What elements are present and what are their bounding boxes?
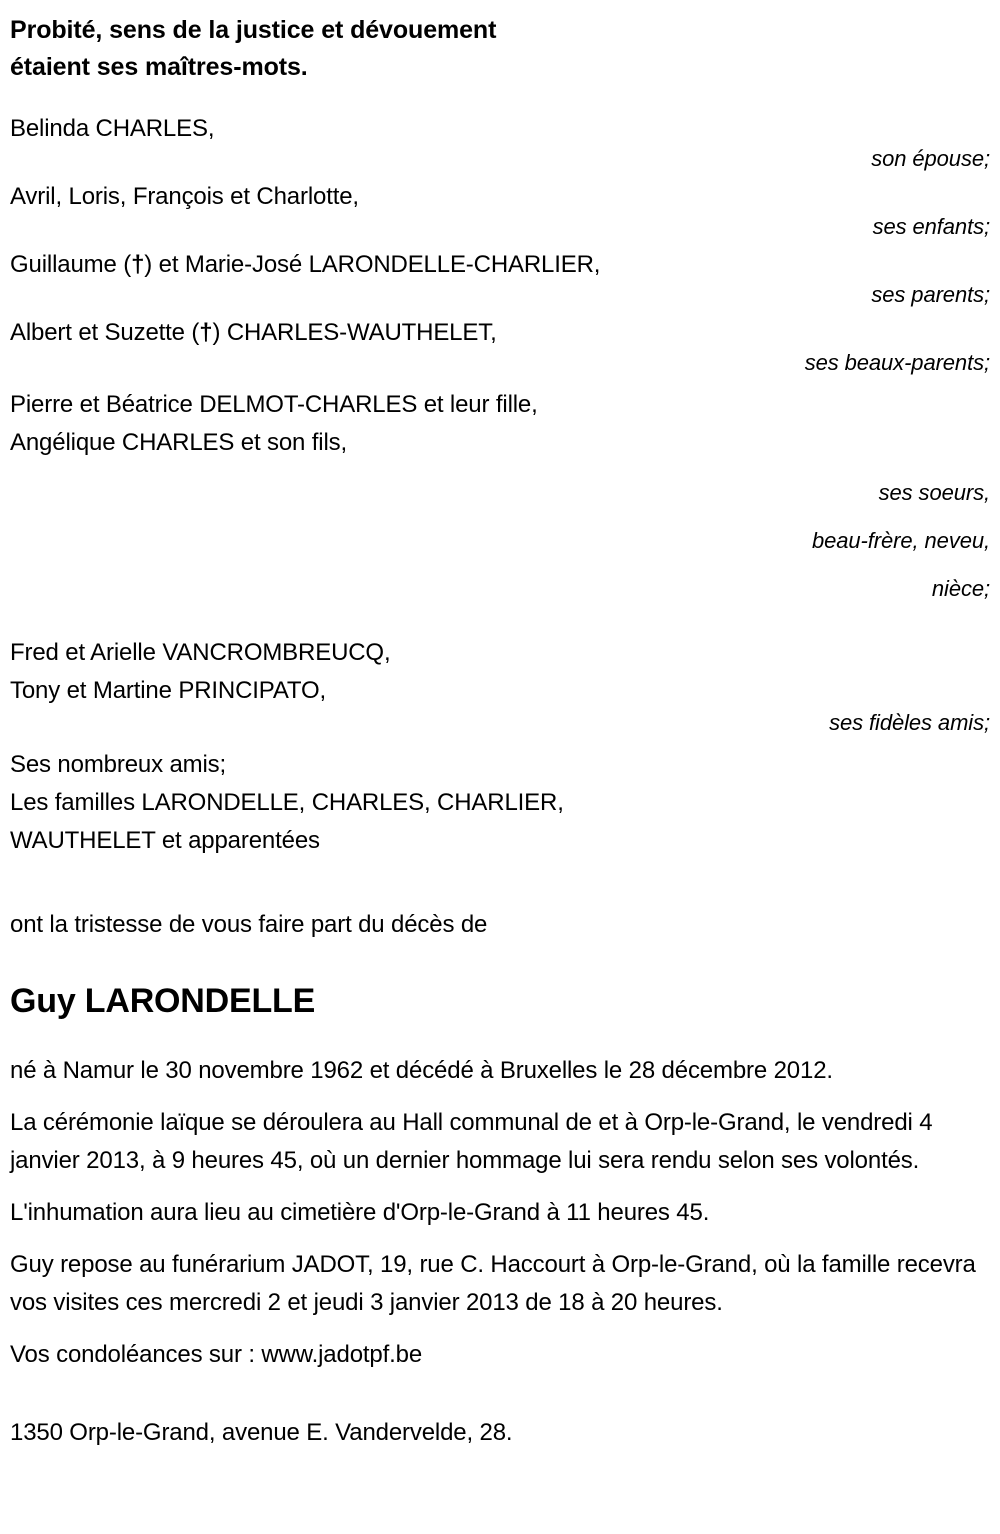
roster-group-children [10,178,990,244]
dagger-icon: † [131,251,145,278]
parents-relation: ses parents; [871,282,990,307]
friends-relation: ses fidèles amis; [829,710,990,735]
announcement-intro: ont la tristesse de vous faire part du décès de [10,911,488,938]
body-paragraph-birth-death: né à Namur le 30 novembre 1962 et décédé à Bruxelles le 28 décembre 2012. [10,1057,833,1084]
roster-group-friends [10,634,990,740]
family-roster [0,110,1000,740]
epigraph-line-1: Probité, sens de la justice et dévouement [10,16,497,44]
body-paragraph-condolences: Vos condoléances sur : www.jadotpf.be [10,1341,423,1368]
parents-in-law-names-suffix: ) CHARLES-WAUTHELET, [212,319,497,346]
sisters-relation-line-3: nièce; [931,576,990,601]
roster-group-sisters [10,386,990,606]
children-relation: ses enfants; [872,214,990,239]
body-paragraph-burial: L'inhumation aura lieu au cimetière d'Orp-le-Grand à 11 heures 45. [10,1199,710,1226]
friends-names-line-1: Fred et Arielle VANCROMBREUCQ, [10,639,391,666]
epigraph-line-2: étaient ses maîtres-mots. [10,53,308,81]
roster-spacer [10,606,990,630]
spouse-names: Belinda CHARLES, [10,115,215,142]
sisters-names-line-2: Angélique CHARLES et son fils, [10,429,348,456]
roster-group-spouse [10,110,990,176]
closing-families [0,746,1000,860]
sisters-relation-line-2: beau-frère, neveu, [812,528,990,553]
spouse-relation: son épouse; [871,146,990,171]
closing-line-3: WAUTHELET et apparentées [10,827,320,854]
body-paragraph-funeral-home: Guy repose au funérarium JADOT, 19, rue C. Haccourt à Orp-le-Grand, où la famille recevra vos visites ces mercredi 2 et jeudi 3 janvier 2013 de 18 à 20 heures. [10,1251,976,1316]
parents-in-law-names-prefix: Albert et Suzette ( [10,319,200,346]
roster-group-parents [10,246,990,312]
deceased-name: Guy LARONDELLE [10,982,316,1020]
footer-address: 1350 Orp-le-Grand, avenue E. Vandervelde, 28. [10,1419,513,1446]
epigraph [0,0,1000,86]
parents-in-law-relation: ses beaux-parents; [804,350,990,375]
body-text [0,1052,1000,1374]
closing-line-1: Ses nombreux amis; [10,751,227,778]
friends-names-line-2: Tony et Martine PRINCIPATO, [10,677,327,704]
closing-line-2: Les familles LARONDELLE, CHARLES, CHARLIER, [10,789,564,816]
roster-group-parents-in-law [10,314,990,380]
body-paragraph-ceremony: La cérémonie laïque se déroulera au Hall communal de et à Orp-le-Grand, le vendredi 4 janvier 2013, à 9 heures 45, où un dernier hommage lui sera rendu selon ses volontés. [10,1109,933,1174]
children-names: Avril, Loris, François et Charlotte, [10,183,359,210]
parents-names-prefix: Guillaume ( [10,251,132,278]
sisters-relation-line-1: ses soeurs, [878,480,990,505]
sisters-names-line-1: Pierre et Béatrice DELMOT-CHARLES et leur fille, [10,391,538,418]
dagger-icon: † [199,319,213,346]
parents-names-suffix: ) et Marie-José LARONDELLE-CHARLIER, [144,251,601,278]
